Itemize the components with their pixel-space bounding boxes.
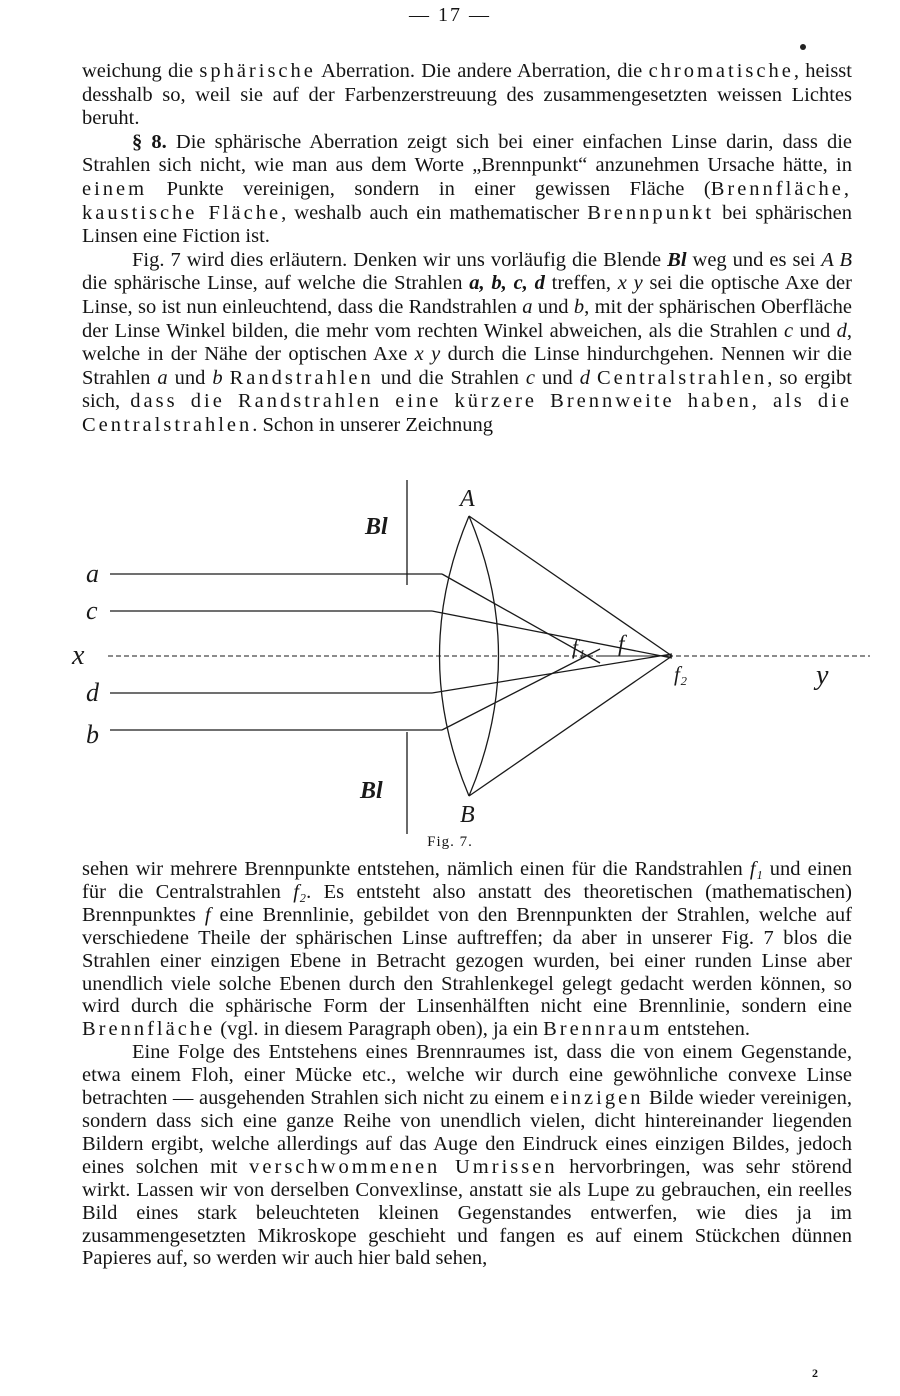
ray-d-refracted — [432, 654, 672, 693]
edge-line-A — [469, 516, 672, 656]
label-focus-f: f — [618, 631, 625, 656]
lens-diagram-svg — [60, 478, 880, 838]
paragraph-continuation: weichung die sphärische Aberration. Die andere Aberration, die chromatische, heisst desshalb so, weil sie auf der Farbenzerstreuung des zusammengesetzten weissen Lichtes beruht. — [82, 60, 852, 130]
edge-line-B — [469, 656, 672, 796]
ray-c-refracted — [432, 611, 672, 658]
label-axis-x: x — [72, 640, 85, 671]
figure-7-lens-diagram — [60, 478, 880, 838]
label-A: A — [460, 486, 475, 512]
paragraph-section-8: § 8. Die sphärische Aberration zeigt sich bei einer einfachen Linse darin, dass die Strahlen sich nicht, wie man aus dem Worte „Brennpunkt“ anzunehmen Ursache hätte, in einem Punkte vereinigen, sondern in einer gewissen Fläche (Brennfläche, kaustische Fläche, weshalb auch ein mathematischer Brennpunkt bei sphärischen Linsen eine Fiction ist. — [82, 130, 852, 248]
text-block-bottom — [82, 858, 852, 1270]
figure-caption: Fig. 7. — [427, 834, 473, 850]
label-axis-y: y — [816, 660, 829, 691]
label-focus-f2: f₂ — [674, 662, 688, 686]
printer-signature: 2 — [812, 1366, 818, 1380]
label-ray-d: d — [86, 678, 99, 707]
paragraph-focal-points: sehen wir mehrere Brennpunkte entstehen, nämlich einen für die Randstrahlen f₁ und einen für die Centralstrahlen f₂. Es entsteht also anstatt des theoretischen (mathematischen) Brennpunktes f eine Brennlinie, gebildet von den Brennpunkten der Strahlen, welche auf verschiedene Theile der sphärischen Linse auftreffen; da aber in unserer Fig. 7 blos die Strahlen einer einzigen Ebene in Betracht gezogen wurden, bei einer runden Linse aber unendlich viele solche Ebenen durch den Strahlenkegel gelegt gedacht werden können, so wird durch die sphärische Form der Linsenhälften nicht eine Brennlinie, sondern eine Brennfläche (vgl. in diesem Paragraph oben), ja ein Brennraum entstehen. — [82, 858, 853, 1041]
label-ray-b: b — [86, 720, 99, 749]
section-number: § 8. — [132, 130, 167, 153]
label-ray-c: c — [86, 596, 98, 625]
label-Bl-bottom: Bl — [360, 778, 383, 804]
text-block-top — [82, 60, 852, 438]
label-ray-a: a — [86, 559, 99, 588]
label-focus-f1: f₁ — [572, 635, 586, 659]
paragraph-brennraum-consequence: Eine Folge des Entstehens eines Brennraumes ist, dass die von einem Gegenstande, etwa einem Floh, einer Mücke etc., welche wir durch eine gewöhnliche convexe Linse betrachten — ausgehenden Strahlen sich nicht zu einem einzigen Bilde wieder vereinigen, sondern dass sich eine ganze Reihe von unendlich vielen, dicht hintereinander liegenden Bildern ergibt, welche allerdings auf das Auge den Eindruck eines einzigen Bildes, jedoch eines solchen mit verschwommenen Umrissen hervorbringen, was sehr störend wirkt. Lassen wir von derselben Convexlinse, anstatt sie als Lupe zu gebrauchen, ein reelles Bild eines stark beleuchteten kleinen Gegenstandes entwerfen, wie dies ja im zusammengesetzten Mikroskope geschieht und fangen es auf einem Stückchen dünnen Papieres auf, so werden wir auch hier bald sehen, — [82, 1041, 852, 1270]
paragraph-fig7-explanation: Fig. 7 wird dies erläutern. Denken wir uns vorläufig die Blende Bl weg und es sei A B die sphärische Linse, auf welche die Strahlen a, b, c, d treffen, x y sei die optische Axe der Linse, so ist nun einleuchtend, dass die Randstrahlen a und b, mit der sphärischen Oberfläche der Linse Winkel bilden, die mehr vom rechten Winkel abweichen, als die Strahlen c und d, welche in der Nähe der optischen Axe x y durch die Linse hindurchgehen. Nennen wir die Strahlen a und b Randstrahlen und die Strahlen c und d Centralstrahlen, so ergibt sich, dass die Randstrahlen eine kürzere Brennweite haben, als die Centralstrahlen. Schon in unserer Zeichnung — [82, 248, 853, 436]
label-Bl-top: Bl — [365, 514, 388, 540]
ray-b-refracted — [442, 649, 600, 730]
ink-speck — [800, 44, 806, 50]
page-number: — 17 — — [409, 4, 491, 26]
label-B: B — [460, 802, 475, 828]
